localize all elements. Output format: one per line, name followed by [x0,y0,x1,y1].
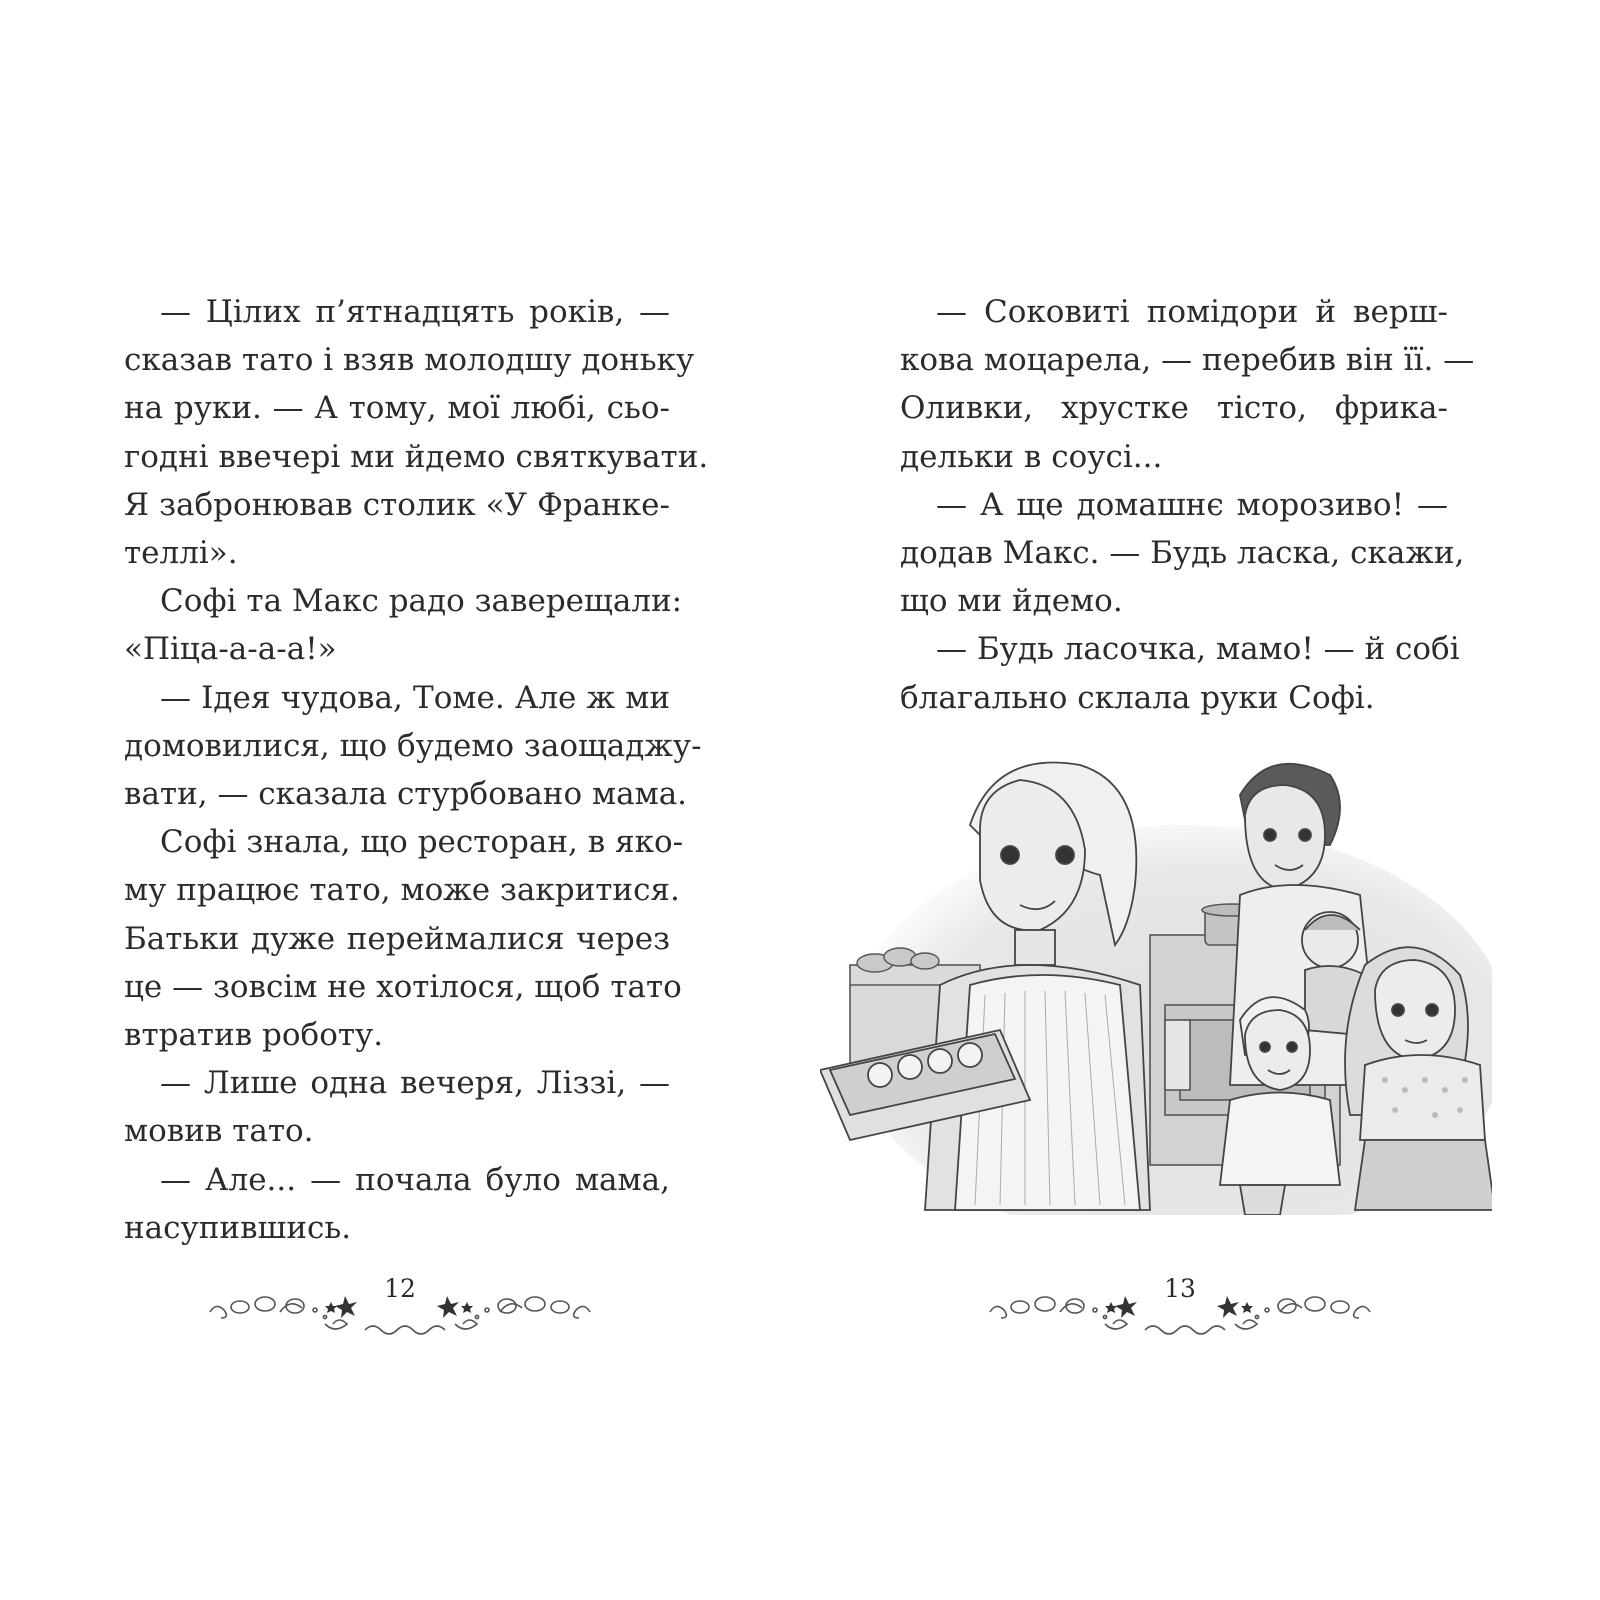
text-line: Я забронював столик «У Франке- [124,486,670,523]
text-line: «Піца-а-а-а!» [124,631,337,668]
page-footer-ornament [205,1272,595,1342]
text-line: — Ідея чудова, Томе. Але ж ми [160,679,670,716]
text-line: сказав тато і взяв молодшу доньку [124,342,695,379]
text-line: Софі та Макс радо заверещали: [160,583,683,620]
family-kitchen-illustration [820,735,1492,1215]
text-line: — Будь ласочка, мамо! — й собі [936,631,1460,668]
text-line: кова моцарела, — перебив він її. — [900,342,1475,379]
page-number: 13 [1164,1274,1196,1303]
text-line: насупившись. [124,1209,352,1246]
text-line: втратив роботу. [124,1017,384,1054]
text-line: Оливки, хрустке тісто, фрика- [900,390,1448,427]
text-line: додав Макс. — Будь ласка, скажи, [900,535,1465,572]
page-footer-ornament [985,1272,1375,1342]
text-line: му працює тато, може закритися. [124,872,680,909]
text-line: — Соковиті помідори й верш- [936,294,1448,330]
text-line: — Лише одна вечеря, Ліззі, — [160,1065,670,1102]
text-line: — Але... — почала було мама, [160,1161,670,1198]
text-line: теллі». [124,535,238,572]
text-line: домовилися, що будемо заощаджу- [124,727,702,764]
text-line: дельки в соусі... [900,438,1163,475]
text-line: благально склала руки Софі. [900,679,1375,716]
left-page-text [124,288,709,1252]
text-line: на руки. — А тому, мої любі, сьо- [124,390,670,427]
text-line: мовив тато. [124,1113,314,1150]
text-line: Батьки дуже переймалися через [124,920,670,957]
text-line: Софі знала, що ресторан, в яко- [160,824,684,861]
text-line: — Цілих п’ятнадцять років, — [160,294,670,330]
text-line: що ми йдемо. [900,583,1123,620]
page-number: 12 [384,1274,416,1303]
text-line: — А ще домашнє морозиво! — [936,486,1448,523]
right-page-text [900,288,1475,722]
text-line: годні ввечері ми йдемо святкувати. [124,438,709,475]
text-line: вати, — сказала стурбовано мама. [124,776,688,813]
text-line: це — зовсім не хотілося, щоб тато [124,968,682,1005]
